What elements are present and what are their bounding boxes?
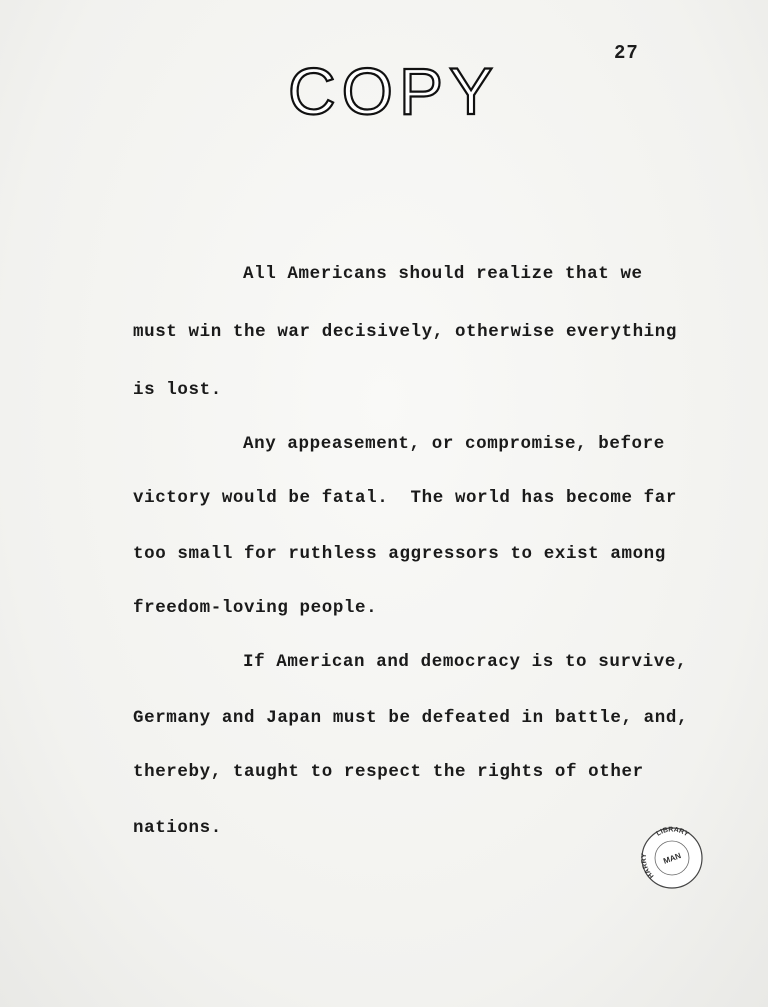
library-stamp-top-text: LIBRARY	[655, 826, 690, 839]
copy-stamp	[284, 50, 500, 122]
page-number: 27	[614, 42, 639, 64]
body-line: All Americans should realize that we	[243, 264, 643, 284]
body-line: Germany and Japan must be defeated in battle, and,	[133, 708, 689, 728]
body-line: Any appeasement, or compromise, before	[243, 434, 665, 454]
body-line: thereby, taught to respect the rights of other	[133, 762, 644, 782]
library-stamp-center-text: MAN	[662, 851, 683, 866]
body-line: nations.	[133, 818, 222, 838]
body-line: must win the war decisively, otherwise everything	[133, 322, 677, 342]
body-line: If American and democracy is to survive,	[243, 652, 688, 672]
body-line: victory would be fatal. The world has become far	[133, 488, 677, 508]
library-stamp	[640, 826, 704, 890]
body-line: too small for ruthless aggressors to exist among	[133, 544, 666, 564]
library-stamp-left-text: HARRY	[640, 853, 656, 880]
body-line: freedom-loving people.	[133, 598, 378, 618]
body-line: is lost.	[133, 380, 222, 400]
copy-stamp-text: COPY	[288, 54, 500, 122]
